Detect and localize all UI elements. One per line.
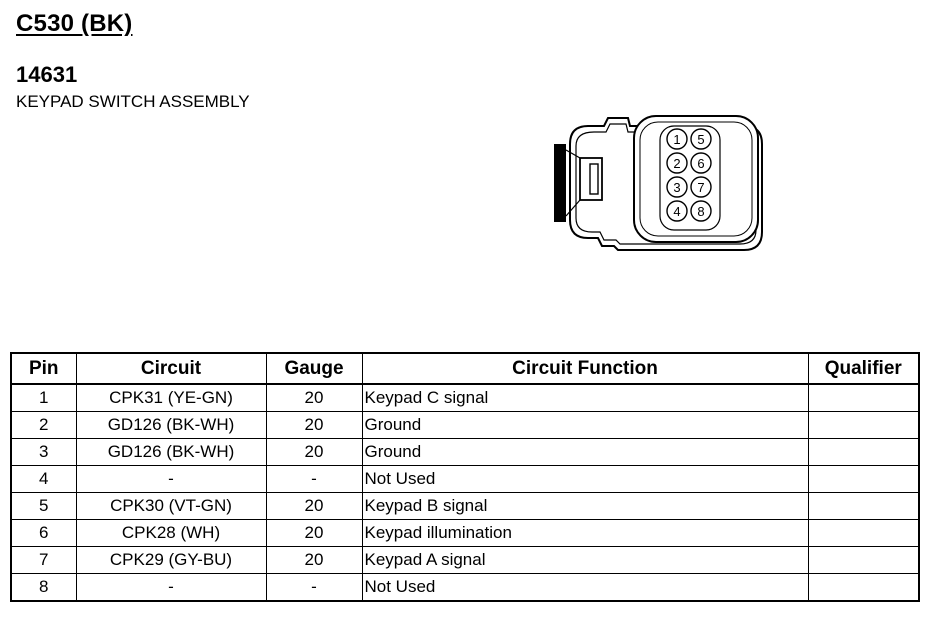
cell-pin: 2	[11, 412, 76, 439]
cell-gauge: 20	[266, 547, 362, 574]
cell-pin: 3	[11, 439, 76, 466]
cell-circuit: CPK28 (WH)	[76, 520, 266, 547]
table-row	[11, 493, 919, 520]
table-header-row	[11, 353, 919, 384]
cell-qualifier	[808, 466, 919, 493]
cell-circuit: -	[76, 574, 266, 602]
connector-latch-tab	[590, 164, 598, 194]
pin-label: 1	[673, 132, 681, 147]
cell-function: Ground	[362, 439, 808, 466]
part-number: 14631	[16, 62, 78, 87]
cell-circuit: -	[76, 466, 266, 493]
pin-6	[691, 153, 711, 173]
column-header-circuit: Circuit	[76, 353, 266, 384]
cell-circuit: GD126 (BK-WH)	[76, 412, 266, 439]
cell-function: Keypad illumination	[362, 520, 808, 547]
connector-title: C530 (BK)	[16, 10, 133, 37]
pinout-table	[10, 352, 920, 602]
cell-circuit: GD126 (BK-WH)	[76, 439, 266, 466]
cell-qualifier	[808, 574, 919, 602]
cell-function: Keypad A signal	[362, 547, 808, 574]
cell-qualifier	[808, 520, 919, 547]
pin-label: 7	[697, 180, 705, 195]
table-row	[11, 520, 919, 547]
cell-pin: 4	[11, 466, 76, 493]
cell-gauge: -	[266, 574, 362, 602]
pin-label: 6	[697, 156, 705, 171]
cell-pin: 8	[11, 574, 76, 602]
cell-gauge: 20	[266, 493, 362, 520]
column-header-gauge: Gauge	[266, 353, 362, 384]
pin-7	[691, 177, 711, 197]
cell-function: Keypad B signal	[362, 493, 808, 520]
pin-4	[667, 201, 687, 221]
connector-latch	[554, 144, 566, 222]
part-description: KEYPAD SWITCH ASSEMBLY	[16, 92, 250, 111]
cell-function: Not Used	[362, 466, 808, 493]
cell-qualifier	[808, 439, 919, 466]
pin-label: 8	[697, 204, 705, 219]
table-row	[11, 439, 919, 466]
cell-function: Ground	[362, 412, 808, 439]
cell-qualifier	[808, 493, 919, 520]
pin-8	[691, 201, 711, 221]
pin-label: 4	[673, 204, 681, 219]
pin-label: 2	[673, 156, 681, 171]
column-header-qualifier: Qualifier	[808, 353, 919, 384]
connector-face-diagram	[548, 104, 778, 268]
cell-qualifier	[808, 412, 919, 439]
cell-gauge: 20	[266, 520, 362, 547]
pin-label: 5	[697, 132, 705, 147]
table-row	[11, 412, 919, 439]
table-row	[11, 547, 919, 574]
cell-qualifier	[808, 384, 919, 412]
cell-function: Not Used	[362, 574, 808, 602]
table-row	[11, 466, 919, 493]
cell-gauge: 20	[266, 384, 362, 412]
cell-gauge: 20	[266, 412, 362, 439]
pin-label: 3	[673, 180, 681, 195]
cell-circuit: CPK30 (VT-GN)	[76, 493, 266, 520]
cell-pin: 5	[11, 493, 76, 520]
cell-pin: 6	[11, 520, 76, 547]
table-row	[11, 384, 919, 412]
cell-gauge: 20	[266, 439, 362, 466]
cell-pin: 1	[11, 384, 76, 412]
column-header-function: Circuit Function	[362, 353, 808, 384]
cell-function: Keypad C signal	[362, 384, 808, 412]
pin-1	[667, 129, 687, 149]
pin-2	[667, 153, 687, 173]
cell-circuit: CPK31 (YE-GN)	[76, 384, 266, 412]
cell-qualifier	[808, 547, 919, 574]
column-header-pin: Pin	[11, 353, 76, 384]
pin-3	[667, 177, 687, 197]
table-row	[11, 574, 919, 602]
cell-gauge: -	[266, 466, 362, 493]
cell-circuit: CPK29 (GY-BU)	[76, 547, 266, 574]
cell-pin: 7	[11, 547, 76, 574]
pin-5	[691, 129, 711, 149]
